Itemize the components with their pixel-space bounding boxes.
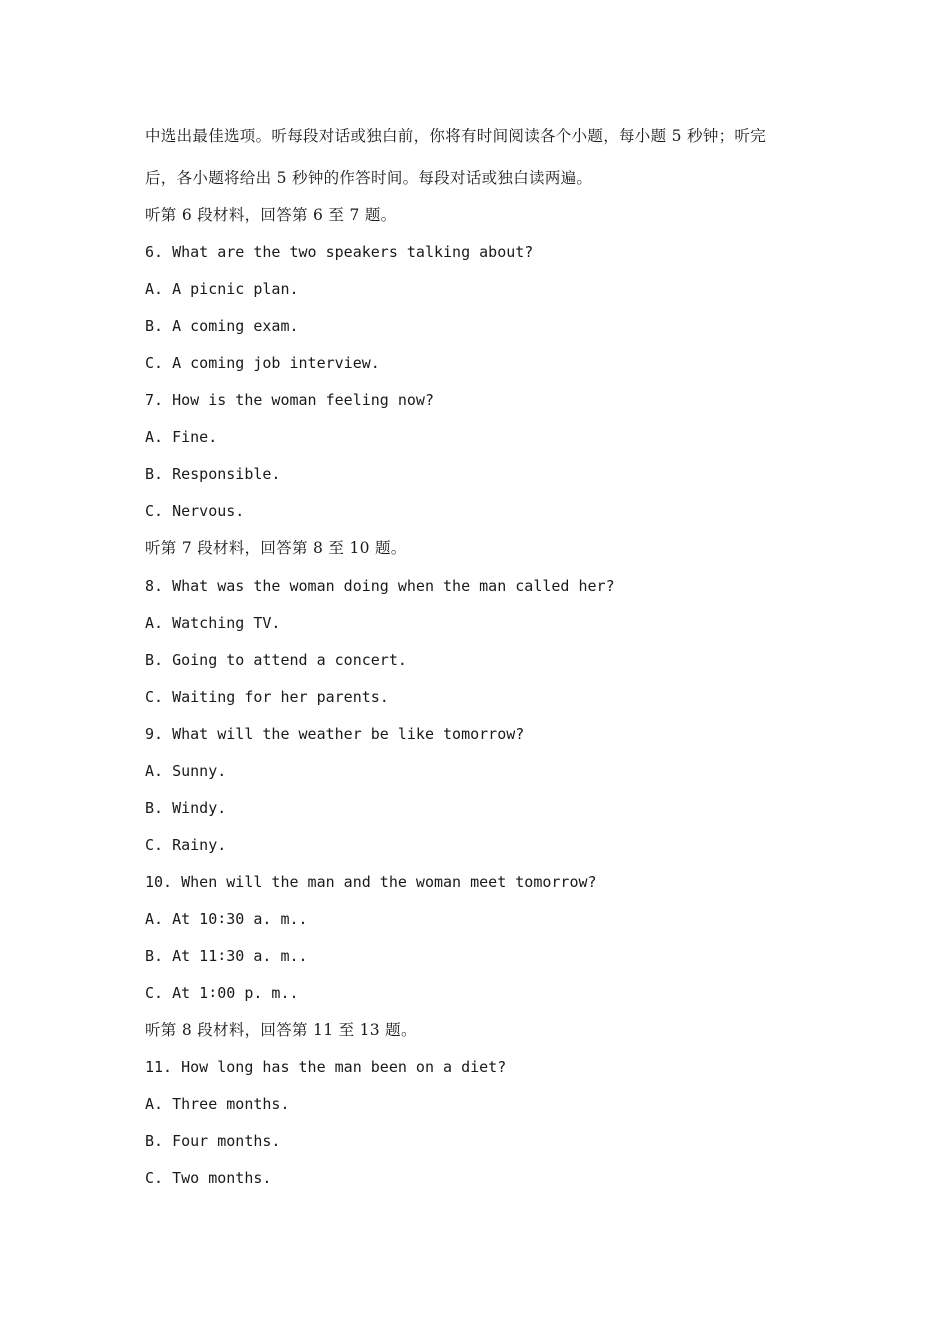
answer-option: A. Sunny. <box>145 762 227 780</box>
answer-option: A. At 10∶30 a. m.. <box>145 910 308 928</box>
section-heading: 听第 7 段材料，回答第 8 至 10 题。 <box>145 539 407 557</box>
section-heading: 听第 8 段材料，回答第 11 至 13 题。 <box>145 1021 417 1039</box>
answer-option: C. Waiting for her parents. <box>145 688 389 706</box>
answer-option: B. Four months. <box>145 1132 281 1150</box>
answer-option: C. Two months. <box>145 1169 272 1187</box>
section-heading: 听第 6 段材料，回答第 6 至 7 题。 <box>145 206 397 224</box>
intro-line-1: 中选出最佳选项。听每段对话或独白前，你将有时间阅读各个小题，每小题 5 秒钟；听完 <box>145 127 767 145</box>
answer-option: B. At 11∶30 a. m.. <box>145 947 308 965</box>
answer-option: C. Nervous. <box>145 502 245 520</box>
answer-option: C. A coming job interview. <box>145 354 380 372</box>
question-text: 10. When will the man and the woman meet tomorrow? <box>145 873 597 891</box>
question-text: 11. How long has the man been on a diet? <box>145 1058 507 1076</box>
question-text: 7. How is the woman feeling now? <box>145 391 434 409</box>
question-text: 8. What was the woman doing when the man called her? <box>145 577 615 595</box>
answer-option: A. Watching TV. <box>145 614 281 632</box>
answer-option: A. Fine. <box>145 428 218 446</box>
question-text: 6. What are the two speakers talking about? <box>145 243 534 261</box>
answer-option: C. At 1∶00 p. m.. <box>145 984 299 1002</box>
intro-line-2: 后，各小题将给出 5 秒钟的作答时间。每段对话或独白读两遍。 <box>145 169 593 187</box>
question-text: 9. What will the weather be like tomorrow? <box>145 725 525 743</box>
answer-option: A. A picnic plan. <box>145 280 299 298</box>
answer-option: C. Rainy. <box>145 836 227 854</box>
answer-option: B. Windy. <box>145 799 227 817</box>
answer-option: B. Going to attend a concert. <box>145 651 407 669</box>
answer-option: A. Three months. <box>145 1095 290 1113</box>
answer-option: B. A coming exam. <box>145 317 299 335</box>
answer-option: B. Responsible. <box>145 465 281 483</box>
